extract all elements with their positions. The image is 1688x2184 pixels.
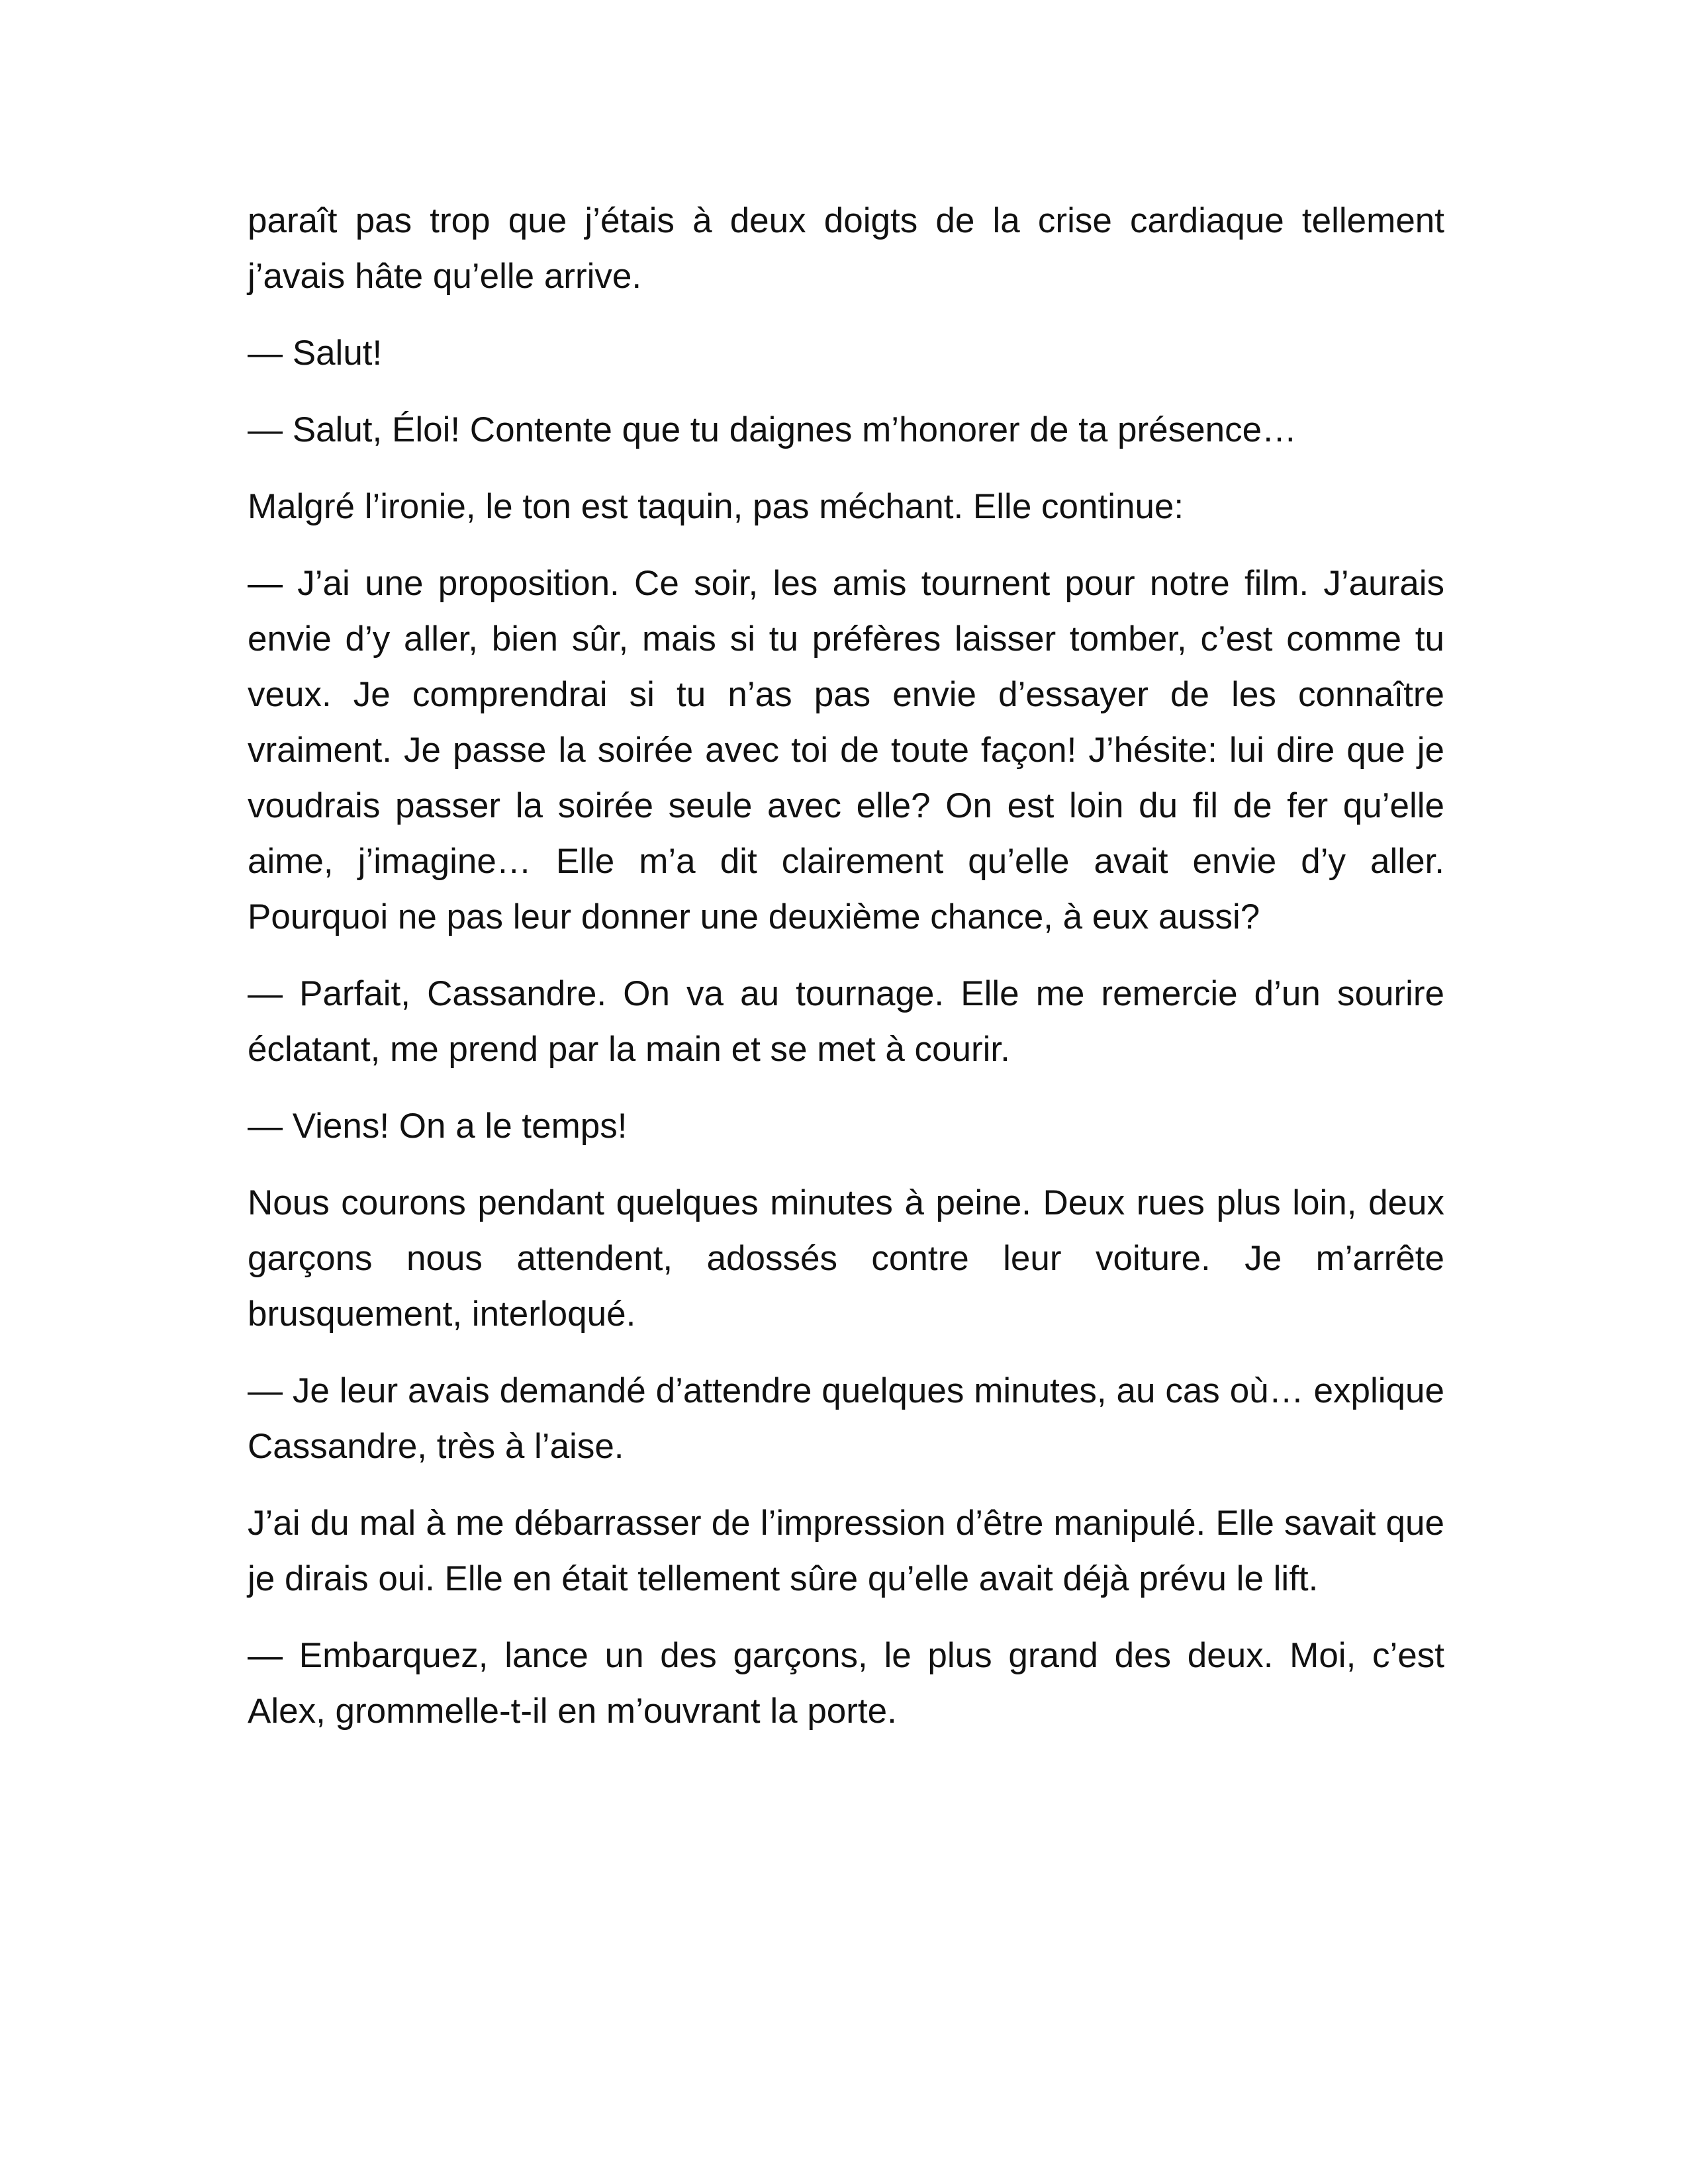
paragraph: Malgré l’ironie, le ton est taquin, pas méchant. Elle continue: <box>248 487 1184 526</box>
dialogue-line: — Embarquez, lance un des garçons, le plus grand des deux. Moi, c’est Alex, grommelle-t-il en m’ouvrant la porte. <box>248 1636 1444 1731</box>
dialogue-line: — Je leur avais demandé d’attendre quelques minutes, au cas où… explique Cassandre, très à l’aise. <box>248 1371 1444 1466</box>
paragraph: Nous courons pendant quelques minutes à peine. Deux rues plus loin, deux garçons nous attendent, adossés contre leur voiture. Je m’arrête brusquement, interloqué. <box>248 1183 1444 1334</box>
dialogue-line: — Parfait, Cassandre. On va au tournage. Elle me remercie d’un sourire éclatant, me prend par la main et se met à courir. <box>248 974 1444 1069</box>
dialogue-line: — Viens! On a le temps! <box>248 1107 628 1146</box>
dialogue-line: — J’ai une proposition. Ce soir, les amis tournent pour notre film. J’aurais envie d’y aller, bien sûr, mais si tu préfères laisser tomber, c’est comme tu veux. Je comprendrai si tu n’as pas envie d’essayer de les connaître vraiment. Je passe la soirée avec toi de toute façon! J’hésite: lui dire que je voudrais passer la soirée seule avec elle? On est loin du fil de fer qu’elle aime, j’imagine… Elle m’a dit clairement qu’elle avait envie d’y aller. Pourquoi ne pas leur donner une deuxième chance, à eux aussi? <box>248 564 1444 936</box>
body-text <box>248 193 1444 1760</box>
dialogue-line: — Salut, Éloi! Contente que tu daignes m’honorer de ta présence… <box>248 410 1297 449</box>
paragraph: paraît pas trop que j’étais à deux doigts de la crise cardiaque tellement j’avais hâte qu’elle arrive. <box>248 201 1444 296</box>
dialogue-line: — Salut! <box>248 334 383 373</box>
paragraph: J’ai du mal à me débarrasser de l’impression d’être manipulé. Elle savait que je dirais oui. Elle en était tellement sûre qu’elle avait déjà prévu le lift. <box>248 1504 1444 1598</box>
